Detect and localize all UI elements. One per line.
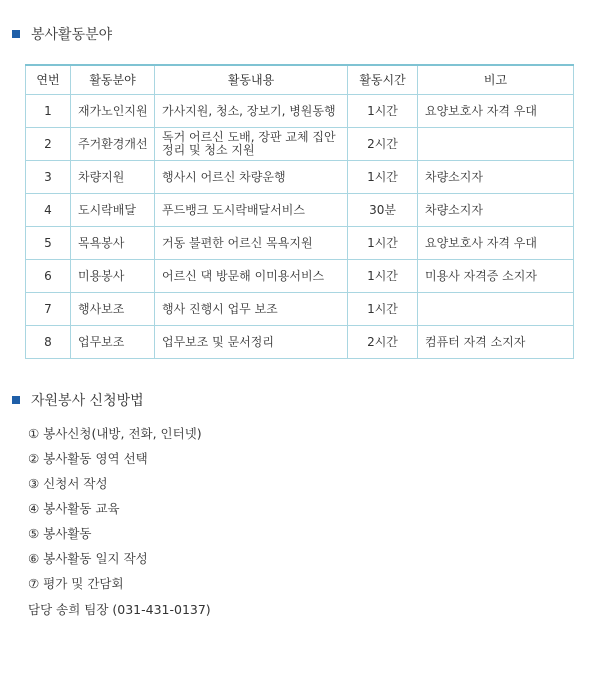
cell-no: 3 <box>26 161 71 194</box>
cell-content: 업무보조 및 문서정리 <box>155 326 348 359</box>
table-row <box>26 293 574 326</box>
section-title-volunteer-fields <box>12 24 112 44</box>
cell-content: 가사지원, 청소, 장보기, 병원동행 <box>155 95 348 128</box>
cell-time: 1시간 <box>348 260 418 293</box>
cell-note: 차량소지자 <box>418 194 574 227</box>
list-item: ② 봉사활동 영역 선택 <box>28 451 148 466</box>
cell-note: 미용사 자격증 소지자 <box>418 260 574 293</box>
cell-content: 어르신 댁 방문해 이미용서비스 <box>155 260 348 293</box>
cell-time: 2시간 <box>348 326 418 359</box>
cell-content: 거동 불편한 어르신 목욕지원 <box>155 227 348 260</box>
list-item: ⑥ 봉사활동 일지 작성 <box>28 551 148 566</box>
table-row <box>26 326 574 359</box>
header-no: 연번 <box>26 65 71 95</box>
cell-no: 2 <box>26 128 71 161</box>
cell-no: 6 <box>26 260 71 293</box>
table-row <box>26 194 574 227</box>
table-row <box>26 95 574 128</box>
cell-field: 업무보조 <box>71 326 155 359</box>
cell-field: 목욕봉사 <box>71 227 155 260</box>
table-row <box>26 227 574 260</box>
header-time: 활동시간 <box>348 65 418 95</box>
list-item: ① 봉사신청(내방, 전화, 인터넷) <box>28 426 202 441</box>
list-item: ⑤ 봉사활동 <box>28 526 92 541</box>
section-title-application-method <box>12 390 144 410</box>
cell-note: 차량소지자 <box>418 161 574 194</box>
section-title-text: 자원봉사 신청방법 <box>31 393 144 409</box>
square-bullet-icon <box>12 396 20 404</box>
cell-no: 5 <box>26 227 71 260</box>
table-row <box>26 161 574 194</box>
cell-field: 재가노인지원 <box>71 95 155 128</box>
cell-no: 8 <box>26 326 71 359</box>
cell-note <box>418 293 574 326</box>
table-row <box>26 260 574 293</box>
cell-time: 2시간 <box>348 128 418 161</box>
cell-no: 1 <box>26 95 71 128</box>
cell-time: 30분 <box>348 194 418 227</box>
cell-note: 요양보호사 자격 우대 <box>418 227 574 260</box>
cell-content: 행사시 어르신 차량운행 <box>155 161 348 194</box>
cell-content: 독거 어르신 도배, 장판 교체 집안정리 및 청소 지원 <box>155 128 348 161</box>
header-field: 활동분야 <box>71 65 155 95</box>
contact-info: 담당 송희 팀장 (031-431-0137) <box>28 602 211 617</box>
cell-time: 1시간 <box>348 95 418 128</box>
cell-time: 1시간 <box>348 293 418 326</box>
cell-field: 도시락배달 <box>71 194 155 227</box>
table-header-row <box>26 65 574 95</box>
cell-time: 1시간 <box>348 161 418 194</box>
application-steps-list <box>28 425 202 600</box>
table-row <box>26 128 574 161</box>
cell-time: 1시간 <box>348 227 418 260</box>
cell-field: 주거환경개선 <box>71 128 155 161</box>
cell-no: 4 <box>26 194 71 227</box>
section-title-text: 봉사활동분야 <box>31 27 113 43</box>
cell-content: 행사 진행시 업무 보조 <box>155 293 348 326</box>
cell-note: 컴퓨터 자격 소지자 <box>418 326 574 359</box>
list-item: ④ 봉사활동 교육 <box>28 501 120 516</box>
square-bullet-icon <box>12 30 20 38</box>
cell-content: 푸드뱅크 도시락배달서비스 <box>155 194 348 227</box>
cell-no: 7 <box>26 293 71 326</box>
cell-field: 차량지원 <box>71 161 155 194</box>
cell-note: 요양보호사 자격 우대 <box>418 95 574 128</box>
cell-field: 미용봉사 <box>71 260 155 293</box>
header-note: 비고 <box>418 65 574 95</box>
list-item: ③ 신청서 작성 <box>28 476 108 491</box>
header-content: 활동내용 <box>155 65 348 95</box>
list-item: ⑦ 평가 및 간담회 <box>28 576 124 591</box>
cell-field: 행사보조 <box>71 293 155 326</box>
cell-note <box>418 128 574 161</box>
volunteer-fields-table <box>25 64 574 359</box>
